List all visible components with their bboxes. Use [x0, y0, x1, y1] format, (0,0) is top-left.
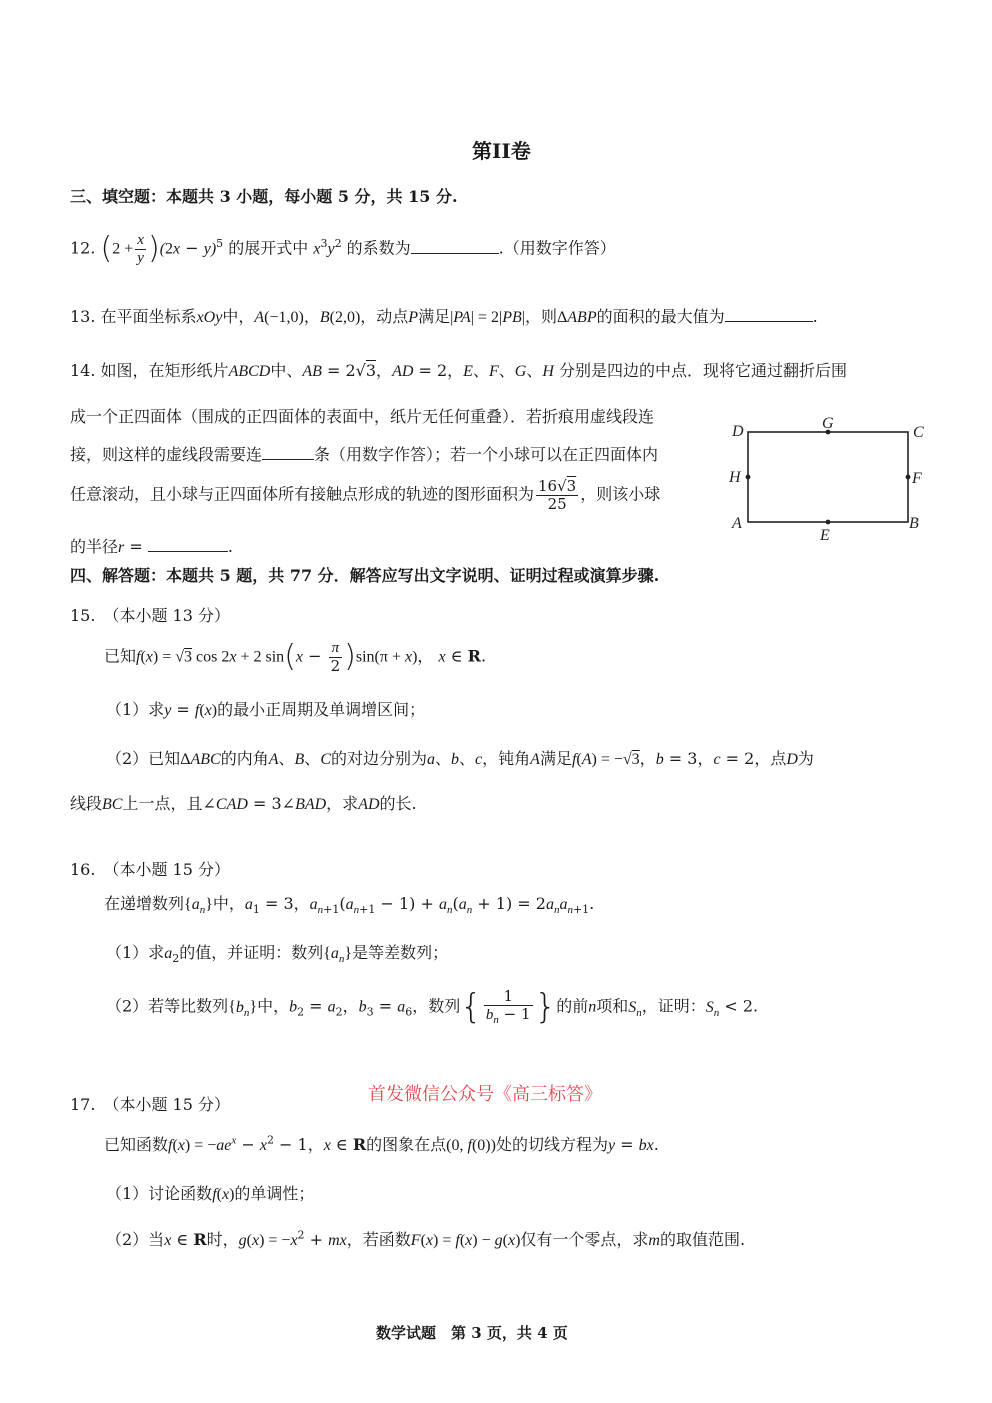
- q15-part2-line2-b: 上一点，且: [122, 794, 203, 813]
- q13-text-b: 中，: [222, 307, 255, 326]
- q16-header: [70, 857, 230, 880]
- q15-part2-f: ，点: [754, 749, 787, 768]
- q14-number: 14.: [70, 361, 96, 380]
- q17-part2-e: 的取值范围.: [659, 1230, 746, 1249]
- q16-given-a: 在递增数列: [104, 894, 185, 913]
- label-g: G: [822, 415, 834, 432]
- q17-part1-a: （1）讨论函数: [106, 1184, 213, 1203]
- label-d: D: [732, 423, 744, 440]
- q14-line5-b: .: [227, 537, 233, 556]
- q15-part1-b: 的最小正周期及单调增区间；: [217, 700, 426, 719]
- q13-end: .: [812, 307, 818, 326]
- point-e: [826, 520, 831, 525]
- q12-answer-blank[interactable]: [411, 239, 499, 254]
- q15-part1: （1）求y = f(x)的最小正周期及单调增区间；: [106, 700, 426, 719]
- q14-line2: 成一个正四面体（围成的正四面体的表面中，纸片无任何重叠）．若折痕用虚线段连: [70, 407, 655, 426]
- q17-part1-b: 的单调性；: [234, 1184, 315, 1203]
- q14-line1-e: 分别是四边的中点．现将它通过翻折后围: [559, 361, 848, 380]
- q17-header: [70, 1092, 230, 1115]
- q13-text-f: 的面积的最大值为: [596, 307, 725, 326]
- q16-part1-c: 是等差数列；: [352, 943, 449, 962]
- q13-text-c: ，动点: [360, 307, 409, 326]
- q14-line4-b: ，则该小球: [580, 484, 661, 504]
- label-c: C: [913, 424, 924, 441]
- q16-part2-f: ，证明：: [641, 996, 706, 1016]
- q14-line5: 的半径r = .: [70, 537, 233, 556]
- q16-given-b: 中，: [212, 894, 245, 913]
- rectangle-figure: [726, 412, 936, 547]
- q15-part1-a: （1）求: [106, 700, 165, 719]
- q15-part2-d: ，钝角: [482, 749, 531, 768]
- watermark-text: 首发微信公众号《高三标答》: [368, 1084, 602, 1105]
- q12-text-coef: 的系数为: [346, 238, 411, 258]
- q17-given-b: 的图象在点: [366, 1135, 447, 1154]
- q14-line4-a: 任意滚动，且小球与正四面体所有接触点形成的轨迹的图形面积为: [70, 484, 535, 504]
- q15-given: 已知f(x) = √3 cos 2x + 2 sin(x − $\frac{\pi}{2}$ )sin(π + x)， x ∈ R.: [104, 639, 487, 675]
- q17-given-a: 已知函数: [104, 1135, 169, 1154]
- q16-part2: （2）若等比数列$\{b_n\}$中，$b_2 = a_2$，$b_3 = a_6$，数列{ $\frac{1}{b_n - 1}$ }的前n项和$S_n$，证明：$S_n < 2$.: [106, 987, 759, 1027]
- q17-part2-c: ，若函数: [346, 1230, 411, 1249]
- q15-number: 15.: [70, 606, 96, 625]
- q16-part2-a: （2）若等比数列: [106, 996, 229, 1016]
- q14-line3-a: 接，则这样的虚线段需要连: [70, 445, 263, 464]
- page-footer: 数学试题 第 3 页，共 4 页: [376, 1324, 568, 1342]
- q17-given: 已知函数$f(x) = -ae^x - x^2 - 1$，x ∈ R的图象在点(0, f(0))处的切线方程为y = bx.: [104, 1133, 659, 1154]
- q14-blank-count[interactable]: [262, 445, 314, 460]
- point-h: [746, 475, 751, 480]
- q13-line: 13. 在平面坐标系xOy中，A(−1,0)，B(2,0)，动点P满足|PA| = 2|PB|，则ΔABP的面积的最大值为 .: [70, 307, 818, 326]
- label-h: H: [729, 469, 741, 486]
- q16-part2-d: 的前: [556, 996, 589, 1016]
- section3-heading: 三、填空题：本题共 3 小题，每小题 5 分，共 15 分.: [70, 187, 458, 206]
- section4-heading: 四、解答题：本题共 5 题，共 77 分．解答应写出文字说明、证明过程或演算步骤.: [70, 566, 660, 585]
- q13-text-e: ，则: [524, 307, 557, 326]
- q14-line1-d: ，: [447, 361, 464, 380]
- q16-part2-c: ，数列: [412, 996, 461, 1016]
- q15-part2-line2-c: ，求: [326, 794, 359, 813]
- label-e: E: [820, 527, 830, 544]
- q15-part2-line2: 线段BC上一点，且∠CAD = 3∠BAD，求AD的长.: [70, 794, 417, 813]
- label-a: A: [732, 515, 742, 532]
- q17-part1: （1）讨论函数f(x)的单调性；: [106, 1184, 315, 1203]
- q14-line1-c: ，: [376, 361, 393, 380]
- q14-line1-b: 中、: [270, 361, 303, 380]
- q16-part1-a: （1）求: [106, 943, 165, 962]
- q16-part1-b: 的值，并证明：数列: [179, 943, 324, 962]
- q16-part2-e: 项和: [596, 996, 629, 1016]
- q14-line1-a: 如图，在矩形纸片: [100, 361, 229, 380]
- q15-header: [70, 603, 230, 626]
- q16-part2-b: 中，: [257, 996, 290, 1016]
- q17-number: 17.: [70, 1095, 96, 1114]
- q15-part2-g: 为: [797, 749, 814, 768]
- q17-part2-d: 仅有一个零点，求: [520, 1230, 649, 1249]
- label-b: B: [909, 515, 919, 532]
- q14-blank-radius[interactable]: [148, 537, 228, 552]
- q12-line: 12. (2 + $\frac{x}{y}$ )$(2x - y)^5$ 的展开式中 $x^3y^2$ 的系数为 .（用数字作答）: [70, 231, 616, 266]
- q16-number: 16.: [70, 860, 96, 879]
- q14-line5-a: 的半径: [70, 537, 119, 556]
- q15-score: （本小题 13 分）: [103, 606, 230, 625]
- label-f: F: [912, 470, 922, 487]
- q15-given-a: 已知: [104, 646, 137, 666]
- q15-part2-line1: （2）已知ΔABC的内角A、B、C的对边分别为a、b、c，钝角A满足f(A) = −√3，b = 3，c = 2，点D为: [106, 749, 814, 768]
- q12-number: 12.: [70, 238, 96, 258]
- q17-part2-b: 时，: [206, 1230, 239, 1249]
- q15-part2-b: 的内角: [220, 749, 269, 768]
- q13-number: 13.: [70, 307, 96, 326]
- q16-given: 在递增数列$\{a_n\}$中，$a_1 = 3$，$a_{n+1}(a_{n+1} - 1) + a_n(a_n + 1) = 2a_na_{n+1}$.: [104, 894, 595, 917]
- q15-part2-c: 的对边分别为: [330, 749, 427, 768]
- q12-hint: .（用数字作答）: [498, 238, 616, 258]
- q17-score: （本小题 15 分）: [103, 1095, 230, 1114]
- q17-given-c: 处的切线方程为: [495, 1135, 608, 1154]
- q13-text-a: 在平面坐标系: [100, 307, 197, 326]
- q15-part2-e: 满足: [539, 749, 572, 768]
- q16-part1: （1）求$a_2$的值，并证明：数列$\{a_n\}$是等差数列；: [106, 943, 449, 966]
- q15-part2-line2-a: 线段: [70, 794, 103, 813]
- q13-answer-blank[interactable]: [725, 307, 813, 322]
- point-f: [906, 475, 911, 480]
- q14-line1: 14. 如图，在矩形纸片ABCD中、AB = 2√3，AD = 2，E、F、G、H 分别是四边的中点．现将它通过翻折后围: [70, 361, 848, 380]
- q14-line3: [70, 442, 658, 465]
- q15-part2-a: （2）已知: [106, 749, 181, 768]
- q17-part2-a: （2）当: [106, 1230, 165, 1249]
- q12-text-middle: 的展开式中: [228, 238, 309, 258]
- q17-part2: （2）当x ∈ R时，$g(x) = -x^2$ + mx，若函数F(x) = f(x) − g(x)仅有一个零点，求m的取值范围.: [106, 1228, 746, 1249]
- q15-part2-line2-d: 的长.: [379, 794, 417, 813]
- q13-text-d: 满足: [418, 307, 451, 326]
- q14-line4: 任意滚动，且小球与正四面体所有接触点形成的轨迹的图形面积为 $\frac{16√3}{25}$ ，则该小球: [70, 477, 661, 513]
- q16-score: （本小题 15 分）: [103, 860, 230, 879]
- page-title: 第II卷: [472, 139, 531, 163]
- q14-line3-b: 条（用数字作答）；若一个小球可以在正四面体内: [314, 445, 659, 464]
